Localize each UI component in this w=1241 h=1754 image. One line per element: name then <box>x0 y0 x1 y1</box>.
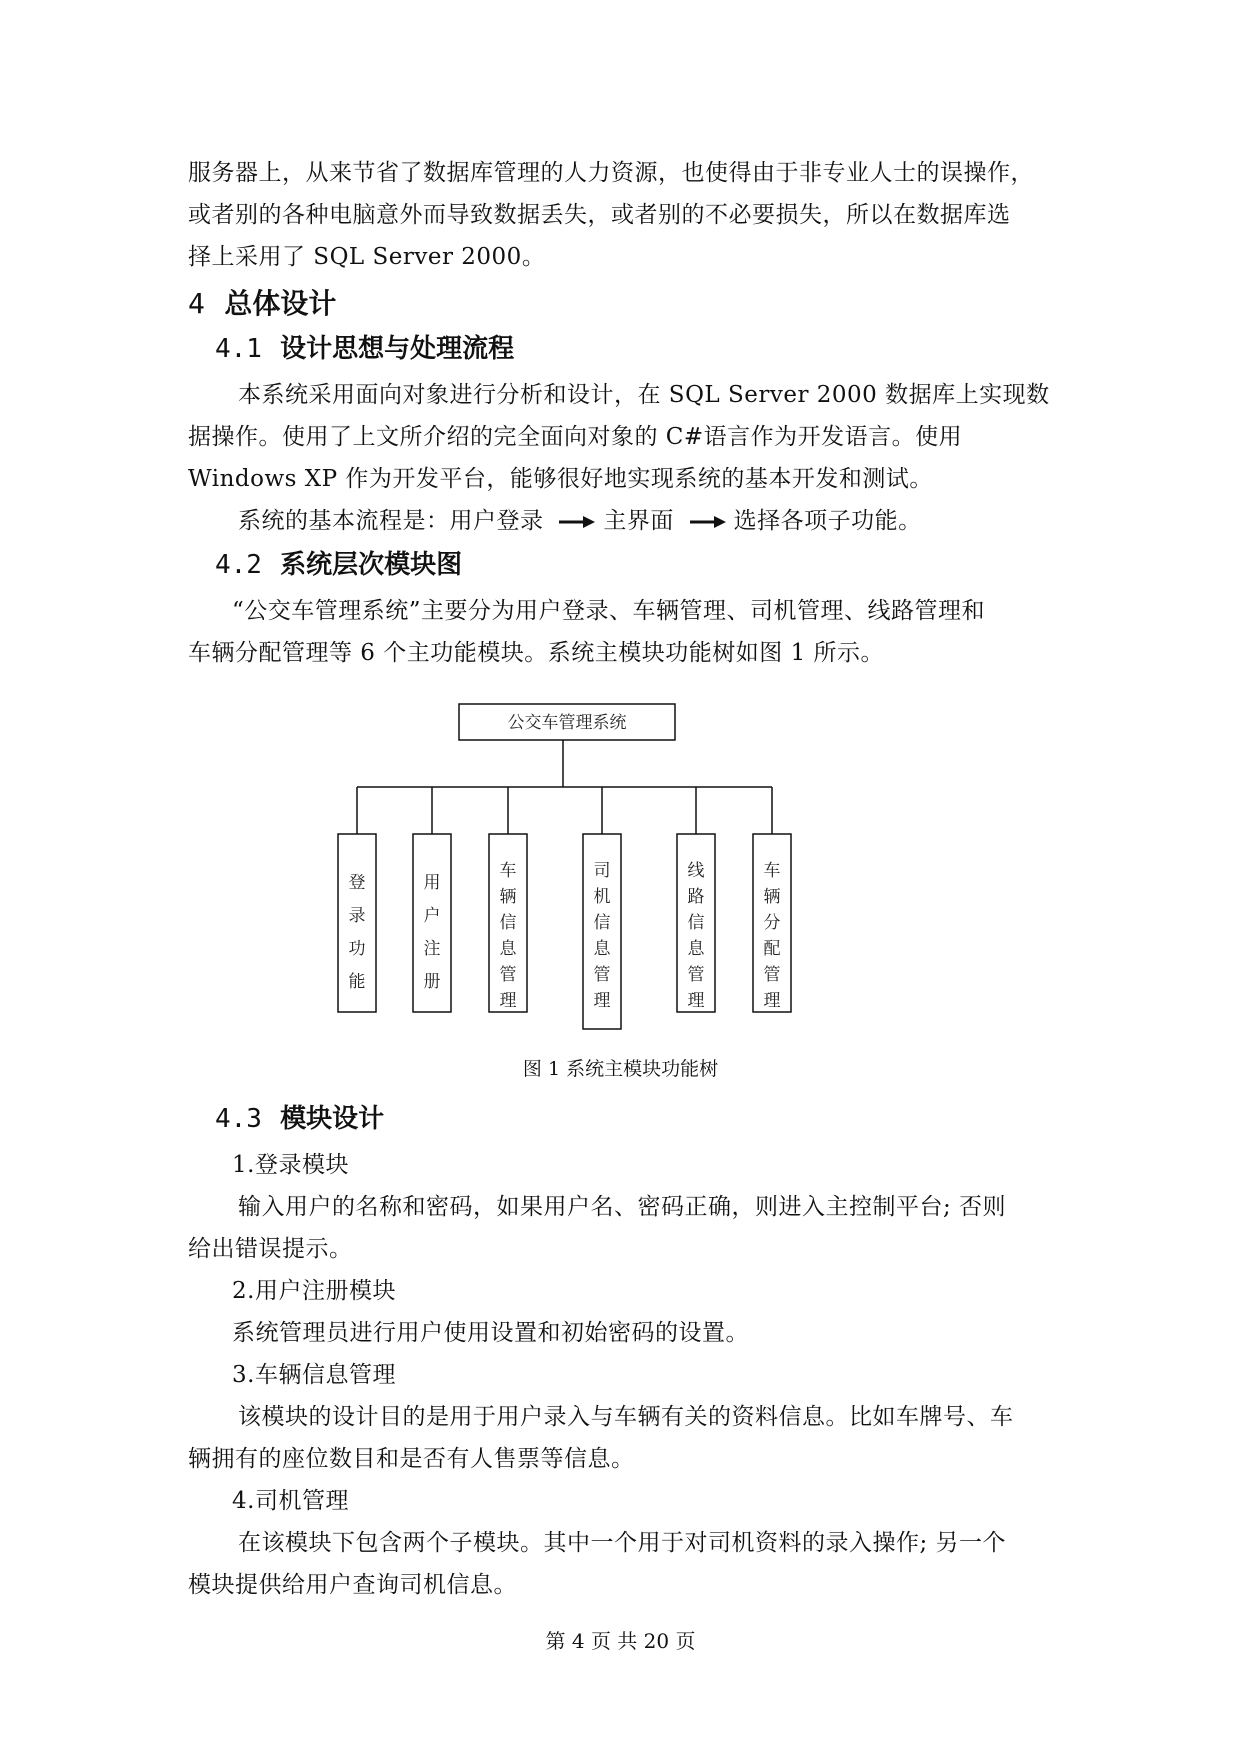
module-node-label-char: 分 <box>763 913 781 933</box>
module-node-label-char: 录 <box>348 906 366 926</box>
module-node-label-char: 管 <box>499 965 517 985</box>
module-node-label-char: 册 <box>423 972 441 992</box>
module-node-label-char: 辆 <box>763 887 781 907</box>
module-4-heading: 4.司机管理 <box>232 1488 349 1514</box>
section-number: 4.3 <box>215 1104 262 1134</box>
module-node-label-char: 辆 <box>499 887 517 907</box>
module-node-label-char: 管 <box>593 965 611 985</box>
section-number: 4 <box>188 287 205 320</box>
module-node-label-char: 机 <box>593 887 611 907</box>
module-node-label-char: 理 <box>593 991 611 1011</box>
module-node-label-char: 登 <box>348 873 366 893</box>
module-node-label-char: 息 <box>593 939 611 959</box>
section-number: 4.2 <box>215 550 262 580</box>
module-node-label-char: 司 <box>593 861 611 881</box>
module-node-label-char: 车 <box>763 861 781 881</box>
module-node-label-char: 户 <box>423 906 441 926</box>
module-node-label-char: 线 <box>687 861 705 881</box>
section-title: 总体设计 <box>224 287 337 320</box>
para-4-1-line-2: 据操作。使用了上文所介绍的完全面向对象的 C#语言作为开发语言。使用 <box>188 424 963 450</box>
module-node-label-char: 理 <box>687 991 705 1011</box>
module-1-text-1: 输入用户的名称和密码，如果用户名、密码正确，则进入主控制平台; 否则 <box>238 1194 1007 1220</box>
module-1-text-2: 给出错误提示。 <box>188 1236 353 1262</box>
para-4-1-line-1: 本系统采用面向对象进行分析和设计，在 SQL Server 2000 数据库上实现数 <box>238 382 1050 408</box>
section-number: 4.1 <box>215 334 262 364</box>
module-node-label-char: 路 <box>687 887 705 907</box>
section-heading-4-3 <box>215 1100 384 1138</box>
root-node-label: 公交车管理系统 <box>507 713 627 733</box>
module-node-label-char: 管 <box>763 965 781 985</box>
module-node-label-char: 理 <box>763 991 781 1011</box>
module-node-label-char: 注 <box>423 939 441 959</box>
module-node-label-char: 信 <box>687 913 705 933</box>
flow-prefix: 系统的基本流程是：用户登录 <box>238 508 544 534</box>
section-title: 系统层次模块图 <box>280 550 463 580</box>
intro-line-1: 服务器上，从来节省了数据库管理的人力资源，也使得由于非专业人士的误操作， <box>188 160 1034 186</box>
intro-line-2: 或者别的各种电脑意外而导致数据丢失，或者别的不必要损失，所以在数据库选 <box>188 202 1011 228</box>
flow-step-sub: 选择各项子功能。 <box>733 508 922 534</box>
module-node-label-char: 理 <box>499 991 517 1011</box>
para-4-2-line-1: “公交车管理系统”主要分为用户登录、车辆管理、司机管理、线路管理和 <box>232 598 986 624</box>
module-node-label-char: 功 <box>348 939 366 959</box>
module-node-label-char: 能 <box>348 972 366 992</box>
section-title: 模块设计 <box>280 1104 385 1134</box>
module-node-label-char: 息 <box>499 939 517 959</box>
page-footer: 第 4 页 共 20 页 <box>545 1629 696 1653</box>
flow-step-main: 主界面 <box>603 508 674 534</box>
module-node-label-char: 息 <box>687 939 705 959</box>
module-node-label-char: 配 <box>763 939 781 959</box>
para-4-1-line-3: Windows XP 作为开发平台，能够很好地实现系统的基本开发和测试。 <box>188 466 933 492</box>
module-node-label-char: 车 <box>499 861 517 881</box>
module-3-text-2: 辆拥有的座位数目和是否有人售票等信息。 <box>188 1446 635 1472</box>
module-3-text-1: 该模块的设计目的是用于用户录入与车辆有关的资料信息。比如车牌号、车 <box>238 1404 1014 1430</box>
figure-caption: 图 1 系统主模块功能树 <box>522 1058 719 1080</box>
section-title: 设计思想与处理流程 <box>280 334 515 364</box>
para-4-2-line-2: 车辆分配管理等 6 个主功能模块。系统主模块功能树如图 1 所示。 <box>188 640 885 666</box>
module-4-text-2: 模块提供给用户查询司机信息。 <box>188 1572 517 1598</box>
module-node-label-char: 用 <box>423 873 441 893</box>
module-3-heading: 3.车辆信息管理 <box>232 1362 396 1388</box>
module-node-label-char: 信 <box>499 913 517 933</box>
module-node-label-char: 信 <box>593 913 611 933</box>
module-1-heading: 1.登录模块 <box>232 1152 349 1178</box>
module-4-text-1: 在该模块下包含两个子模块。其中一个用于对司机资料的录入操作; 另一个 <box>238 1530 1007 1556</box>
module-node-label-char: 管 <box>687 965 705 985</box>
module-2-text-1: 系统管理员进行用户使用设置和初始密码的设置。 <box>232 1320 749 1346</box>
intro-line-3: 择上采用了 SQL Server 2000。 <box>188 244 546 270</box>
module-2-heading: 2.用户注册模块 <box>232 1278 396 1304</box>
